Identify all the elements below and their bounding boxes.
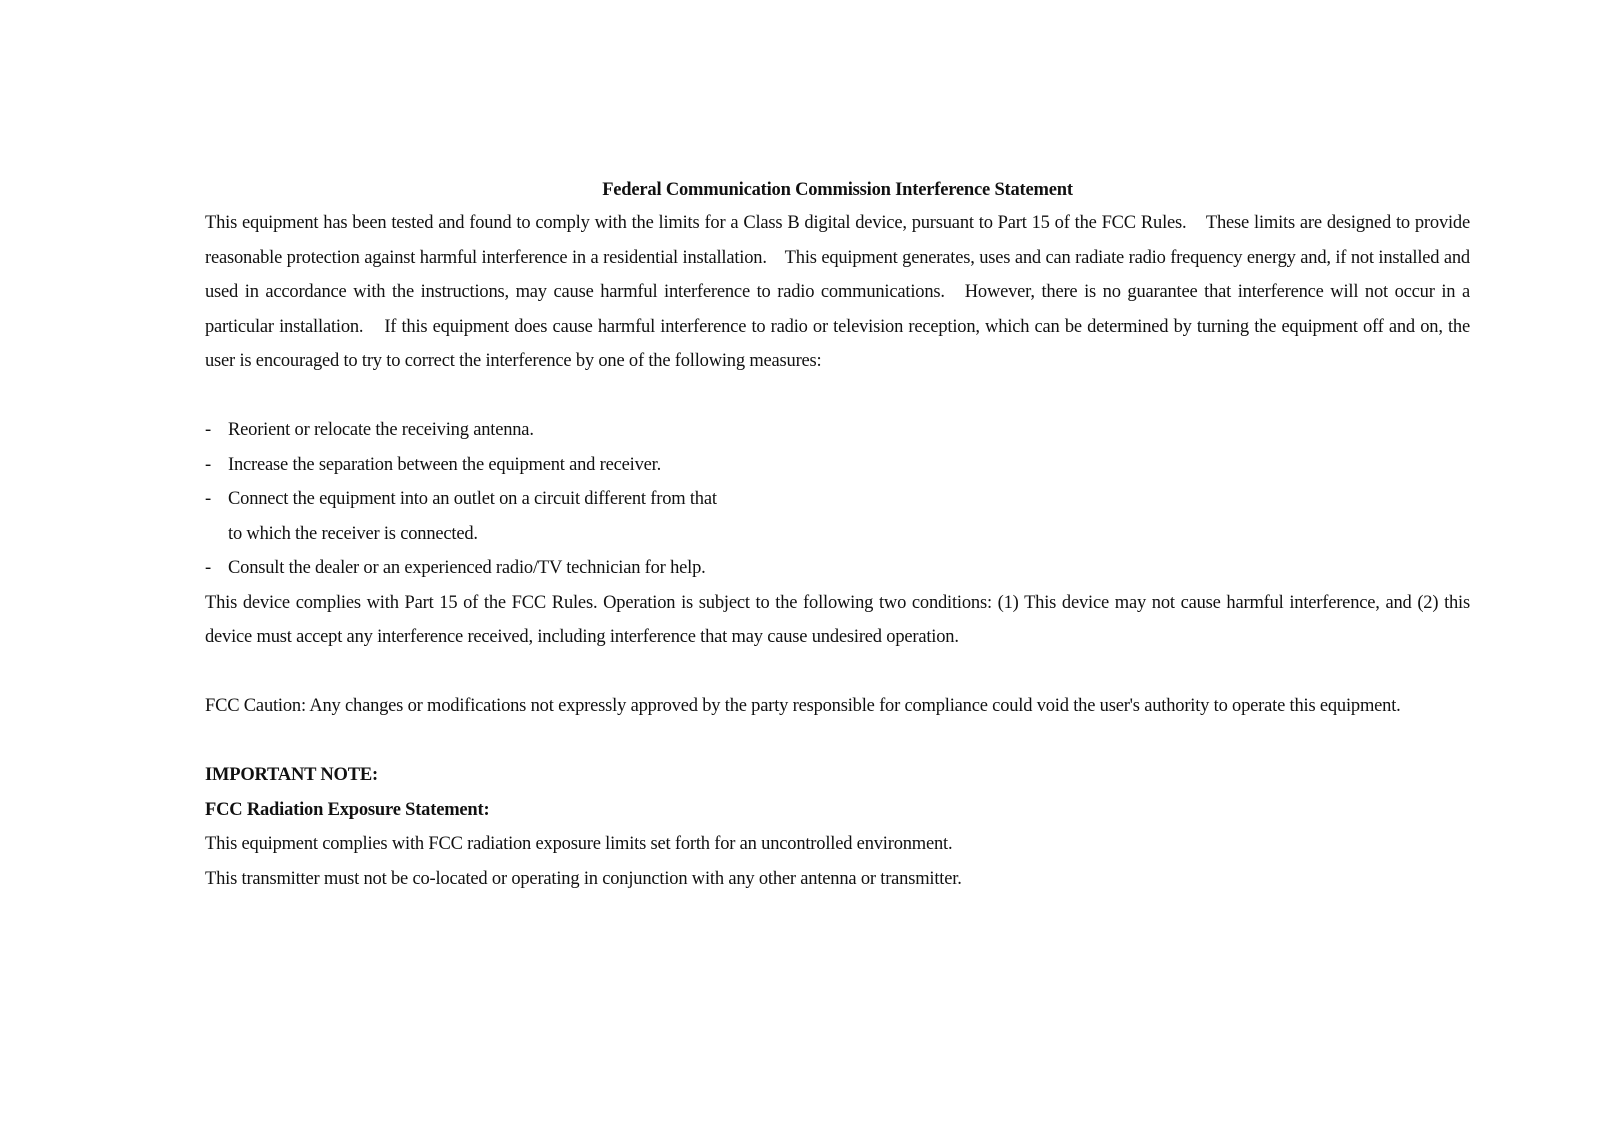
caution-paragraph: FCC Caution: Any changes or modifications not expressly approved by the party responsible for compliance could void the user's authority to operate this equipment.	[205, 696, 1401, 716]
spacer	[205, 655, 1470, 690]
list-item-text: Consult the dealer or an experienced radio/TV technician for help.	[228, 558, 706, 578]
list-item-text: Connect the equipment into an outlet on a circuit different from that	[228, 489, 717, 509]
spacer	[205, 724, 1470, 759]
radiation-line-1: This equipment complies with FCC radiation exposure limits set forth for an uncontrolled environment.	[205, 834, 953, 854]
measures-list	[205, 413, 1470, 586]
list-item	[205, 482, 1470, 551]
intro-paragraph: This equipment has been tested and found to comply with the limits for a Class B digital device, pursuant to Part 15 of the FCC Rules. These limits are designed to provide reasonable protection against harmful interference in a residential installation. This equipment generates, uses and can radiate radio frequency energy and, if not installed and used in accordance with the instructions, may cause harmful interference to radio communications. However, there is no guarantee that interference will not occur in a particular installation. If this equipment does cause harmful interference to radio or television reception, which can be determined by turning the equipment off and on, the user is encouraged to try to correct the interference by one of the following measures:	[205, 213, 1475, 371]
spacer	[205, 379, 1470, 414]
list-item	[205, 551, 1470, 586]
document-page	[205, 176, 1475, 896]
document-title: Federal Communication Commission Interference Statement	[602, 180, 1073, 200]
list-item-continuation: to which the receiver is connected.	[228, 523, 478, 544]
list-dash: -	[205, 489, 211, 509]
important-note-heading: IMPORTANT NOTE:	[205, 765, 378, 785]
compliance-paragraph: This device complies with Part 15 of the FCC Rules. Operation is subject to the following two conditions: (1) This device may not cause harmful interference, and (2) this device must accept any interference received, including interference that may cause undesired operation.	[205, 592, 1470, 647]
list-item	[205, 413, 1470, 448]
list-item	[205, 448, 1470, 483]
list-item-text: Increase the separation between the equipment and receiver.	[228, 454, 662, 475]
radiation-line-2: This transmitter must not be co-located or operating in conjunction with any other antenna or transmitter.	[205, 868, 962, 889]
list-dash: -	[205, 558, 211, 578]
list-dash: -	[205, 420, 211, 440]
list-item-text: Reorient or relocate the receiving antenna.	[228, 420, 534, 440]
list-dash: -	[205, 454, 211, 475]
radiation-heading: FCC Radiation Exposure Statement:	[205, 799, 490, 820]
